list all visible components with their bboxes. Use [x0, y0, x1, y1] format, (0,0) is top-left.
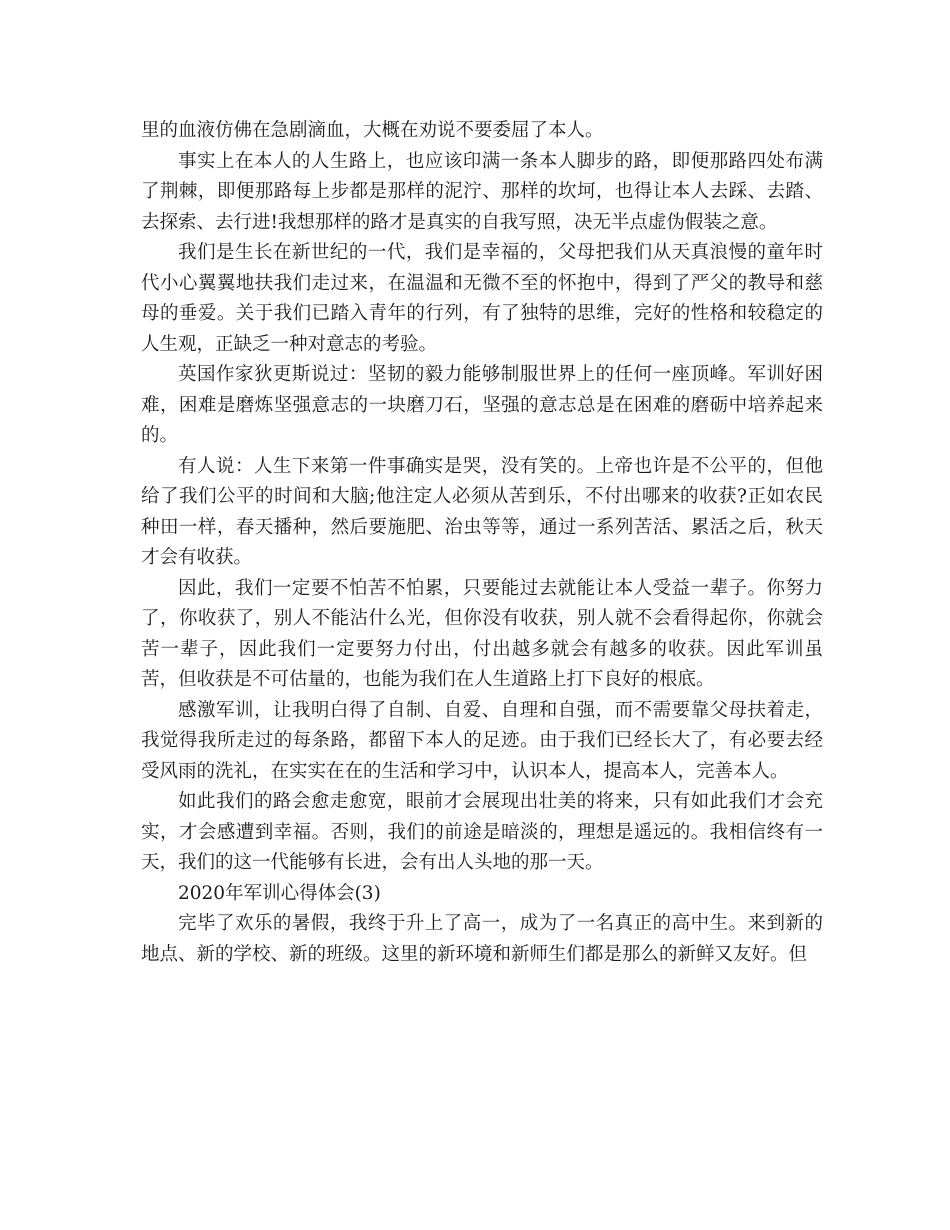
paragraph: 英国作家狄更斯说过：坚韧的毅力能够制服世界上的任何一座顶峰。军训好困难，困难是磨炼坚强意志的一块磨刀石，坚强的意志总是在困难的磨砺中培养起来的。	[141, 364, 823, 446]
section-heading: 2020年军训心得体会(3)	[178, 882, 381, 904]
document-body	[141, 116, 823, 970]
paragraph: 如此我们的路会愈走愈宽，眼前才会展现出壮美的将来，只有如此我们才会充实，才会感遭到幸福。否则，我们的前途是暗淡的，理想是遥远的。我相信终有一天，我们的这一代能够有长进，会有出人头地的那一天。	[141, 791, 823, 873]
paragraph: 事实上在本人的人生路上，也应该印满一条本人脚步的路，即便那路四处布满了荆棘，即便那路每上步都是那样的泥泞、那样的坎坷，也得让本人去踩、去踏、去探索、去行进!我想那样的路才是真实的自我写照，决无半点虚伪假装之意。	[141, 150, 823, 233]
paragraph: 因此，我们一定要不怕苦不怕累，只要能过去就能让本人受益一辈子。你努力了，你收获了，别人不能沾什么光，但你没有收获，别人就不会看得起你，你就会苦一辈子，因此我们一定要努力付出，付出越多就会有越多的收获。因此军训虽苦，但收获是不可估量的，也能为我们在人生道路上打下良好的根底。	[141, 577, 823, 690]
paragraph: 里的血液仿佛在急剧滴血，大概在劝说不要委屈了本人。	[141, 120, 604, 141]
paragraph: 感激军训，让我明白得了自制、自爱、自理和自强，而不需要靠父母扶着走，我觉得我所走过的每条路，都留下本人的足迹。由于我们已经长大了，有必要去经受风雨的洗礼，在实实在在的生活和学习中，认识本人，提高本人，完善本人。	[141, 699, 823, 782]
paragraph: 有人说：人生下来第一件事确实是哭，没有笑的。上帝也许是不公平的，但他给了我们公平的时间和大脑;他注定人必须从苦到乐，不付出哪来的收获?正如农民种田一样，春天播种，然后要施肥、治虫等等，通过一系列苦活、累活之后，秋天才会有收获。	[141, 455, 823, 568]
paragraph: 完毕了欢乐的暑假，我终于升上了高一，成为了一名真正的高中生。来到新的地点、新的学校、新的班级。这里的新环境和新师生们都是那么的新鲜又友好。但	[141, 913, 823, 965]
paragraph: 我们是生长在新世纪的一代，我们是幸福的，父母把我们从天真浪慢的童年时代小心翼翼地扶我们走过来，在温温和无微不至的怀抱中，得到了严父的教导和慈母的垂爱。关于我们已踏入青年的行列，有了独特的思维，完好的性格和较稳定的人生观，正缺乏一种对意志的考验。	[141, 242, 823, 355]
